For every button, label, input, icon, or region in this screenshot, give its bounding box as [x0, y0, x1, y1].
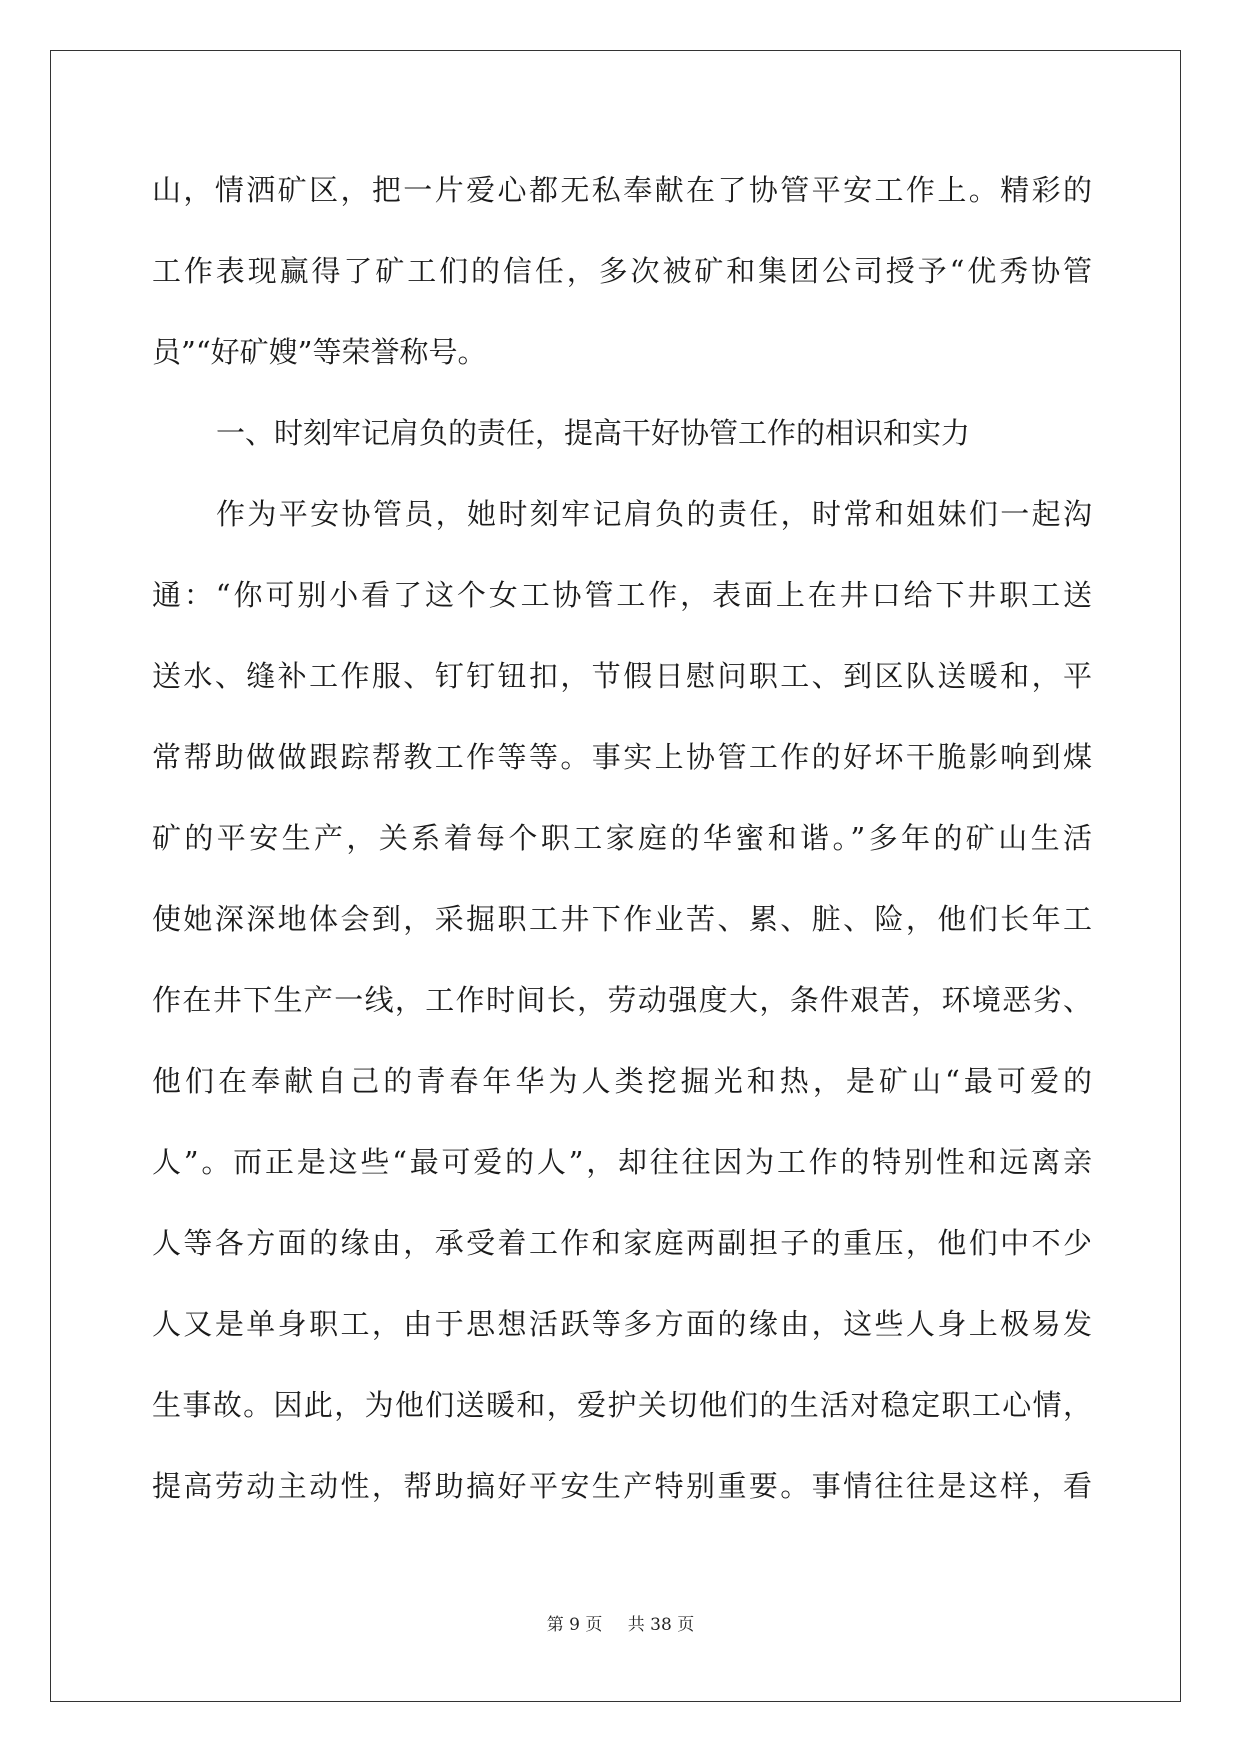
page-total: 共 38 页 — [627, 1615, 695, 1635]
page-footer — [0, 1610, 1241, 1635]
text-line: 人等各方面的缘由，承受着工作和家庭两副担子的重压，他们中不少 — [152, 1226, 1092, 1260]
text-line: 人”。而正是这些“最可爱的人”，却往往因为工作的特别性和远离亲 — [152, 1145, 1092, 1179]
text-line: 作为平安协管员，她时刻牢记肩负的责任，时常和姐妹们一起沟 — [216, 497, 1092, 531]
text-line: 常帮助做做跟踪帮教工作等等。事实上协管工作的好坏干脆影响到煤 — [152, 740, 1092, 774]
text-line: 送水、缝补工作服、钉钉钮扣，节假日慰问职工、到区队送暖和，平 — [152, 659, 1092, 693]
text-line: 作在井下生产一线，工作时间长，劳动强度大，条件艰苦，环境恶劣、 — [152, 983, 1092, 1017]
text-line: 一、时刻牢记肩负的责任，提高干好协管工作的相识和实力 — [216, 416, 971, 450]
text-line: 提高劳动主动性，帮助搞好平安生产特别重要。事情往往是这样，看 — [152, 1469, 1092, 1503]
text-line: 人又是单身职工，由于思想活跃等多方面的缘由，这些人身上极易发 — [152, 1307, 1092, 1341]
text-line: 山，情洒矿区，把一片爱心都无私奉献在了协管平安工作上。精彩的 — [152, 173, 1092, 207]
text-line: 他们在奉献自己的青春年华为人类挖掘光和热，是矿山“最可爱的 — [152, 1064, 1092, 1098]
text-line: 工作表现赢得了矿工们的信任，多次被矿和集团公司授予“优秀协管 — [152, 254, 1092, 288]
document-body — [152, 160, 1092, 1537]
page-number: 第 9 页 — [546, 1615, 603, 1635]
text-line: 使她深深地体会到，采掘职工井下作业苦、累、脏、险，他们长年工 — [152, 902, 1092, 936]
text-line: 矿的平安生产，关系着每个职工家庭的华蜜和谐。”多年的矿山生活 — [152, 821, 1092, 855]
text-line: 员”“好矿嫂”等荣誉称号。 — [152, 335, 487, 369]
text-line: 通：“你可别小看了这个女工协管工作，表面上在井口给下井职工送 — [152, 578, 1092, 612]
text-line: 生事故。因此，为他们送暖和，爱护关切他们的生活对稳定职工心情， — [152, 1388, 1092, 1422]
